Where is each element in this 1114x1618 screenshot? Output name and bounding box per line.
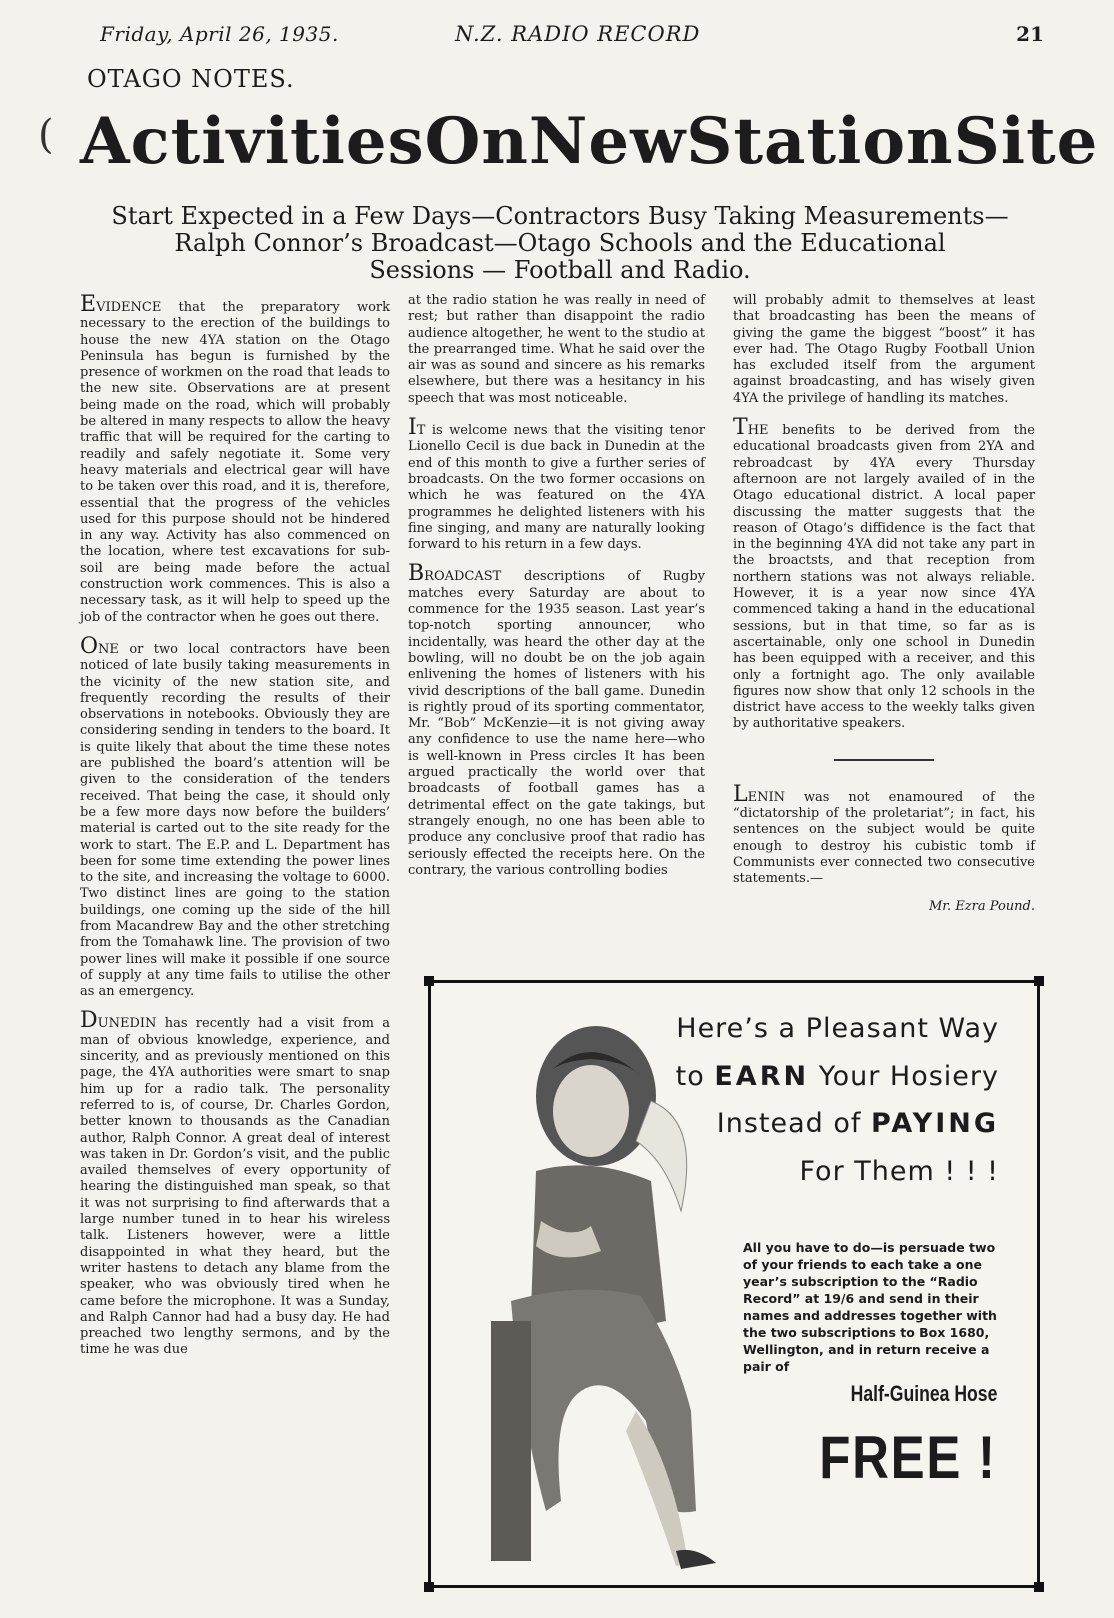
ad-corner-mark	[424, 976, 434, 986]
section-divider	[834, 759, 934, 761]
ad-free-offer: FREE !	[819, 1424, 997, 1491]
paragraph: ONE or two local contractors have been noticed of late busily taking measurements in the vicinity of the new station site, and frequently recording the results of their observations in notebooks. Obviously they are considering sending in tenders to the board. It is quite likely that about the time these notes are published the board’s attention will be given to the consideration of the tenders received. That being the case, it should only be a few more days now before the builders’ material is carted out to the site ready for the work to start. The E.P. and L. Department has been for some time extending the power lines to the site, and increasing the voltage to 6000. Two distinct lines are going to the station buildings, one coming up the side of the hill from Macandrew Bay and the other stretching from the Tomahawk line. The provision of two power lines will make it possible if one source of supply at any time fails to utilise the other as an emergency.	[80, 633, 390, 1000]
paragraph: BROADCAST descriptions of Rugby matches every Saturday are about to commence for the 1935 season. Last year’s top-notch sporting announcer, who incidentally, was heard the other day at the bowling, will no doubt be on the job again enlivening the homes of listeners with his vivid descriptions of the ball game. Dunedin is rightly proud of its sporting commentator, Mr. “Bob” McKenzie—it is not giving away any confidence to use the name here—who is well-known in Press circles It has been argued practically the world over that broadcasts of football games has a detrimental effect on the gate takings, but strangely enough, no one has been able to produce any conclusive proof that radio has seriously effected the receipts here. On the contrary, the various controlling bodies	[408, 561, 705, 878]
article-column-2	[408, 293, 705, 892]
paragraph: THE benefits to be derived from the educational broadcasts given from 2YA and rebroadcast by 4YA every Thursday afternoon are not largely availed of in the Otago educational district. A local paper discussing the matter suggests that the reason of Otago’s diffidence is the fact that in the beginning 4YA did not take any part in the broactsts, and that reception from northern stations was not always reliable. However, it is a year now since 4YA commenced taking a hand in the educational sessions, but in that time, so far as is ascertainable, only one school in Dunedin has been equipped with a receiver, and this only a fortnight ago. The only available figures now show that only 12 schools in the district have access to the weekly talks given by authoritative speakers.	[733, 415, 1035, 732]
headline-word: Site	[953, 104, 1099, 179]
quote-paragraph: LENIN was not enamoured of the “dictatorship of the proletariat”; in fact, his sentences on the subject would be quite enough to destroy his cubistic tomb if Communists ever connected two consecutive statements.—	[733, 781, 1035, 887]
ad-headline-line	[717, 1108, 999, 1139]
subheadline-line: Start Expected in a Few Days—Contractors Busy Taking Measurements—	[111, 202, 1009, 230]
subheadline	[70, 203, 1050, 284]
ad-product-name: Half-Guinea Hose	[850, 1381, 997, 1406]
ad-corner-mark	[424, 1582, 434, 1592]
headline-word: Activities	[80, 104, 425, 179]
ad-text: Instead of	[716, 1108, 862, 1139]
ad-corner-mark	[1034, 1582, 1044, 1592]
ad-headline-line: For Them ! ! !	[799, 1156, 999, 1187]
headline-word: Station	[686, 104, 954, 179]
margin-bracket-mark: (	[38, 112, 54, 158]
ad-text: to	[675, 1061, 705, 1092]
headline	[80, 104, 1099, 179]
ad-corner-mark	[1034, 976, 1044, 986]
subheadline-line: Ralph Connor’s Broadcast—Otago Schools and the Educational	[174, 229, 946, 257]
ad-body-text: All you have to do—is persuade two of your friends to each take a one year’s subscription to the “Radio Record” at 19/6 and send in their names and addresses together with the two subscriptions to Box 1680, Wellington, and in return receive a pair of	[743, 1240, 997, 1374]
ad-text: Your Hosiery	[818, 1061, 999, 1092]
running-head	[100, 22, 1044, 50]
headline-word: New	[528, 104, 687, 179]
paragraph: IT is welcome news that the visiting tenor Lionello Cecil is due back in Dunedin at the end of this month to give a further series of broadcasts. On the two former occasions on which he was featured on the 4YA programmes he delighted listeners with his fine singing, and many are naturally looking forward to his return in a few days.	[408, 415, 705, 553]
paragraph: at the radio station he was really in need of rest; but rather than disappoint the radio audience altogether, he went to the studio at the prearranged time. What he said over the air was as sound and sincere as his remarks elsewhere, but there was a hesitancy in his speech that was most noticeable.	[408, 293, 705, 406]
subheadline-line: Sessions — Football and Radio.	[369, 256, 751, 284]
quote-author: Mr. Ezra Pound.	[928, 898, 1035, 914]
paragraph: DUNEDIN has recently had a visit from a man of obvious knowledge, experience, and sincerity, and as previously mentioned on this page, the 4YA authorities were smart to snap him up for a radio talk. The personality referred to is, of course, Dr. Charles Gordon, better known to thousands as the Canadian author, Ralph Connor. A great deal of interest was taken in Dr. Gordon’s visit, and the public availed themselves of every opportunity of hearing the distinguished man speak, so that it was not surprising to find afterwards that a large number tuned in to hear his wireless talk. Listeners however, were a little disappointed in what they heard, but the writer hastens to detach any blame from the speaker, who was obviously tired when he came before the microphone. It was a Sunday, and Ralph Cannor had had a busy day. He had preached two lengthy sermons, and by the time he was due	[80, 1008, 390, 1358]
section-title: OTAGO NOTES.	[87, 65, 295, 93]
hosiery-advertisement	[428, 980, 1040, 1588]
page-number: 21	[1016, 22, 1044, 46]
ad-emphasis: EARN	[714, 1061, 810, 1092]
paragraph: will probably admit to themselves at least that broadcasting has been the means of giving the game the biggest “boost” it has ever had. The Otago Rugby Football Union has excluded itself from the argument against broadcasting, and has wisely given 4YA the privilege of handling its matches.	[733, 293, 1035, 406]
paragraph: EVIDENCE that the preparatory work necessary to the erection of the buildings to house the new 4YA station on the Otago Peninsula has begun is furnished by the presence of workmen on the road that leads to the new site. Observations are at present being made on the road, which will probably be altered in many respects to allow the heavy traffic that will be required for the carting to readily and safely negotiate it. Some very heavy materials and electrical gear will have to be taken over this road, and it is, therefore, essential that the progress of the vehicles used for this purpose should not be hindered in any way. Activity has also commenced on the location, where test excavations for sub-soil are being made before the actual construction work commences. This is also a necessary task, as it will help to speed up the job of the contractor when he goes out there.	[80, 292, 390, 625]
ad-headline-line: Here’s a Pleasant Way	[676, 1013, 999, 1044]
issue-date: Friday, April 26, 1935.	[100, 22, 339, 46]
article-column-3	[733, 293, 1035, 915]
ad-headline-line	[676, 1061, 999, 1092]
article-column-1	[80, 292, 390, 1372]
headline-word: On	[424, 104, 529, 179]
publication-name: N.Z. RADIO RECORD	[455, 22, 701, 46]
ad-emphasis: PAYING	[871, 1108, 999, 1139]
